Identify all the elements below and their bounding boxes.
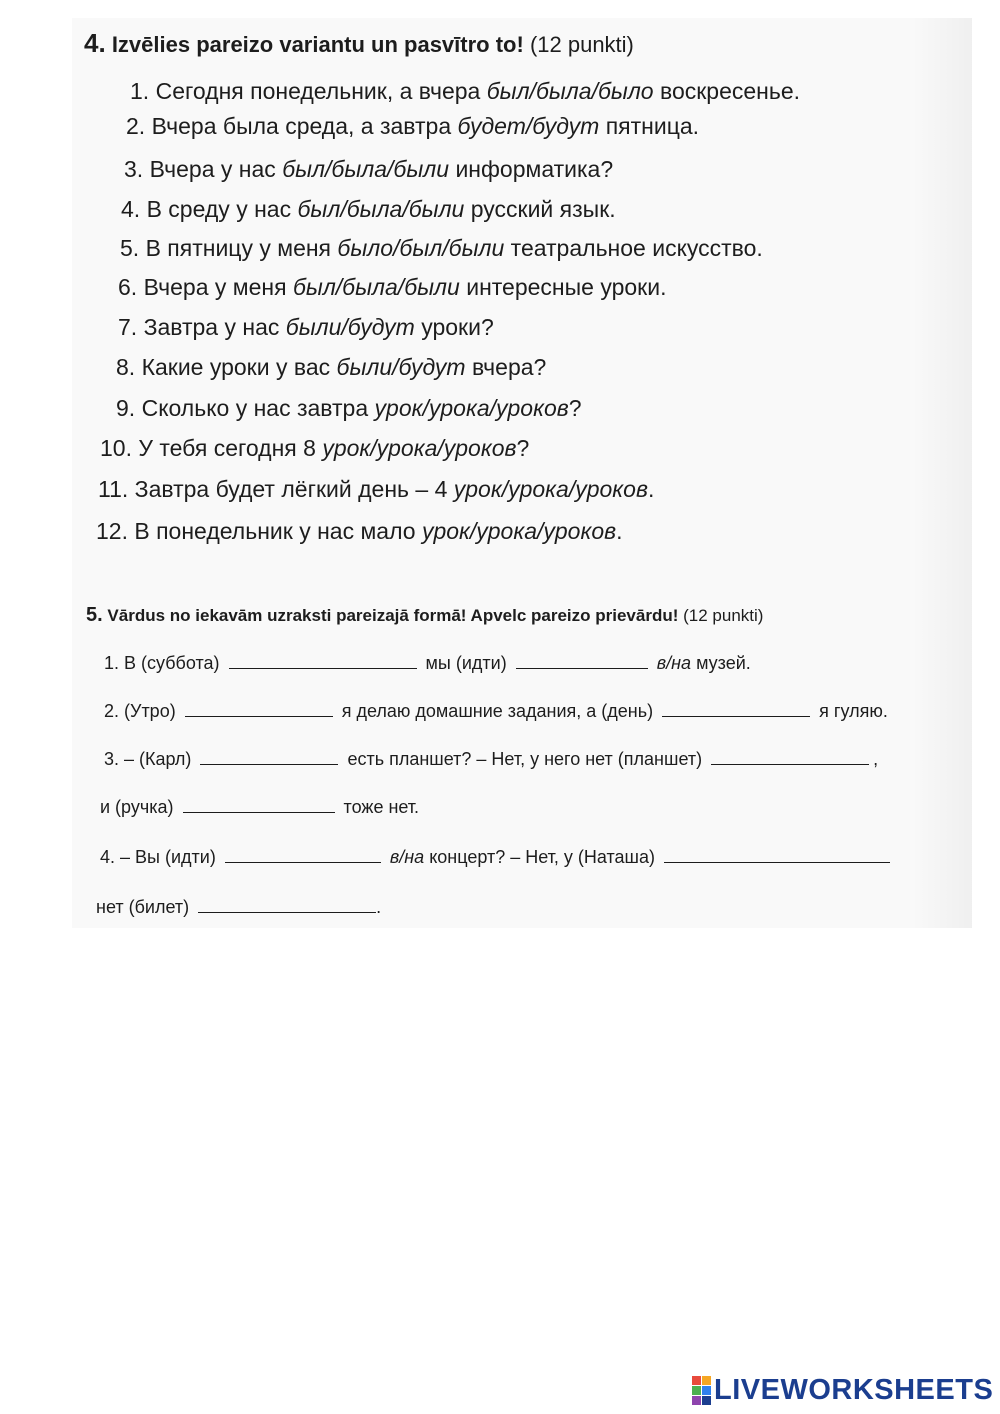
exercise-4-item <box>116 354 546 381</box>
item-text: Вчера была среда, а завтра <box>151 113 458 139</box>
item-options[interactable]: был/была/были <box>292 274 460 300</box>
exercise-4-item <box>116 395 582 422</box>
answer-blank[interactable] <box>198 896 376 913</box>
exercise-4-number: 4. <box>84 28 106 58</box>
item-options[interactable]: были/будут <box>336 354 466 380</box>
item-number: 10. <box>100 435 132 461</box>
answer-blank[interactable] <box>664 846 890 863</box>
item-options[interactable]: будет/будут <box>457 113 600 139</box>
exercise-4-item <box>98 476 654 503</box>
item-text-end: интересные уроки. <box>459 274 667 300</box>
exercise-4-item <box>120 235 763 262</box>
item-text-end: информатика? <box>449 156 614 182</box>
exercise-4-item <box>96 518 623 545</box>
item-text-end: . <box>616 518 623 544</box>
item-text: Сегодня понедельник, а вчера <box>155 78 487 104</box>
item-number: 4. <box>121 196 141 222</box>
line-text: . <box>376 897 382 917</box>
item-text: Сколько у нас завтра <box>141 395 375 421</box>
exercise-5-line-2 <box>104 700 888 722</box>
item-text: В понедельник у нас мало <box>134 518 422 544</box>
exercise-5-line-3 <box>104 748 878 770</box>
answer-blank[interactable] <box>183 796 335 813</box>
exercise-4-heading <box>84 28 634 59</box>
item-number: 8. <box>116 354 136 380</box>
item-number: 7. <box>118 314 138 340</box>
scanned-worksheet-area <box>72 18 972 928</box>
exercise-5-line-6 <box>96 896 381 918</box>
item-text: Завтра у нас <box>143 314 286 340</box>
exercise-5-line-4 <box>100 796 419 818</box>
item-text: У тебя сегодня 8 <box>138 435 323 461</box>
logo-square <box>692 1376 701 1385</box>
line-text: тоже нет. <box>343 797 420 817</box>
item-text: Какие уроки у вас <box>141 354 337 380</box>
item-text: В пятницу у меня <box>145 235 338 261</box>
item-text-end: воскресенье. <box>653 78 801 104</box>
line-text: концерт? – Нет, у (Наташа) <box>429 847 655 867</box>
line-text: я делаю домашние задания, а (день) <box>341 701 654 721</box>
item-text-end: русский язык. <box>464 196 616 222</box>
exercise-4-item <box>126 113 699 140</box>
item-options[interactable]: был/была/были <box>282 156 450 182</box>
item-options[interactable]: были/будут <box>285 314 415 340</box>
liveworksheets-logo-icon <box>692 1376 710 1404</box>
line-text: мы (идти) <box>425 653 507 673</box>
line-text: 1. В (суббота) <box>104 653 220 673</box>
answer-blank[interactable] <box>516 652 648 669</box>
exercise-5-heading <box>86 604 763 627</box>
item-options[interactable]: урок/урока/уроков <box>374 395 569 421</box>
item-number: 3. <box>124 156 144 182</box>
item-text-end: уроки? <box>414 314 494 340</box>
item-text-end: театральное искусство. <box>504 235 763 261</box>
item-number: 9. <box>116 395 136 421</box>
exercise-4-points: (12 punkti) <box>529 32 634 57</box>
answer-blank[interactable] <box>662 700 810 717</box>
line-text: я гуляю. <box>819 701 888 721</box>
answer-blank[interactable] <box>225 846 381 863</box>
item-number: 2. <box>126 113 146 139</box>
exercise-4-item <box>124 156 613 183</box>
item-options[interactable]: был/была/было <box>486 78 654 104</box>
item-options[interactable]: было/был/были <box>337 235 505 261</box>
item-text: Вчера у нас <box>149 156 283 182</box>
item-text-end: ? <box>568 395 582 421</box>
exercise-4-title: Izvēlies pareizo variantu un pasvītro to! <box>111 32 524 57</box>
line-text: 2. (Утро) <box>104 701 176 721</box>
item-text-end: . <box>647 476 655 502</box>
exercise-4-item <box>118 314 494 341</box>
exercise-5-points: (12 punkti) <box>683 606 764 625</box>
item-options[interactable]: урок/урока/уроков <box>453 476 648 502</box>
item-text-end: пятница. <box>599 113 700 139</box>
logo-square <box>702 1386 711 1395</box>
answer-blank[interactable] <box>200 748 338 765</box>
answer-blank[interactable] <box>185 700 333 717</box>
exercise-5-number: 5. <box>86 604 103 626</box>
preposition-choice[interactable]: в/на <box>656 653 692 673</box>
item-options[interactable]: урок/урока/уроков <box>322 435 517 461</box>
line-text: нет (билет) <box>96 897 190 917</box>
exercise-4-item <box>130 78 800 105</box>
item-text: В среду у нас <box>146 196 298 222</box>
answer-blank[interactable] <box>229 652 417 669</box>
logo-square <box>692 1396 701 1405</box>
line-text: музей. <box>696 653 751 673</box>
item-number: 12. <box>96 518 128 544</box>
line-text: есть планшет? – Нет, у него нет (планшет) <box>347 749 703 769</box>
item-number: 1. <box>130 78 150 104</box>
item-text-end: ? <box>516 435 530 461</box>
line-text: , <box>873 749 879 769</box>
logo-square <box>702 1376 711 1385</box>
answer-blank[interactable] <box>711 748 869 765</box>
item-text-end: вчера? <box>465 354 547 380</box>
item-options[interactable]: урок/урока/уроков <box>421 518 617 544</box>
logo-text: LIVEWORKSHEETS <box>714 1373 994 1406</box>
liveworksheets-logo[interactable] <box>692 1374 993 1406</box>
item-text: Вчера у меня <box>143 274 293 300</box>
line-text: и (ручка) <box>100 797 174 817</box>
logo-square <box>702 1396 711 1405</box>
item-number: 11. <box>98 476 129 502</box>
exercise-5-line-1 <box>104 652 751 674</box>
line-text: 4. – Вы (идти) <box>100 847 216 867</box>
exercise-4-item <box>121 196 616 223</box>
exercise-5-line-5 <box>100 846 894 868</box>
preposition-choice[interactable]: в/на <box>389 847 425 867</box>
item-number: 6. <box>118 274 138 300</box>
logo-square <box>692 1386 701 1395</box>
exercise-4-item <box>118 274 666 301</box>
item-text: Завтра будет лёгкий день – 4 <box>134 476 454 502</box>
item-number: 5. <box>120 235 140 261</box>
line-text: 3. – (Карл) <box>104 749 192 769</box>
item-options[interactable]: был/была/были <box>297 196 465 222</box>
exercise-5-title: Vārdus no iekavām uzraksti pareizajā formā! Apvelc pareizo prievārdu! <box>107 606 679 625</box>
exercise-4-item <box>100 435 529 462</box>
